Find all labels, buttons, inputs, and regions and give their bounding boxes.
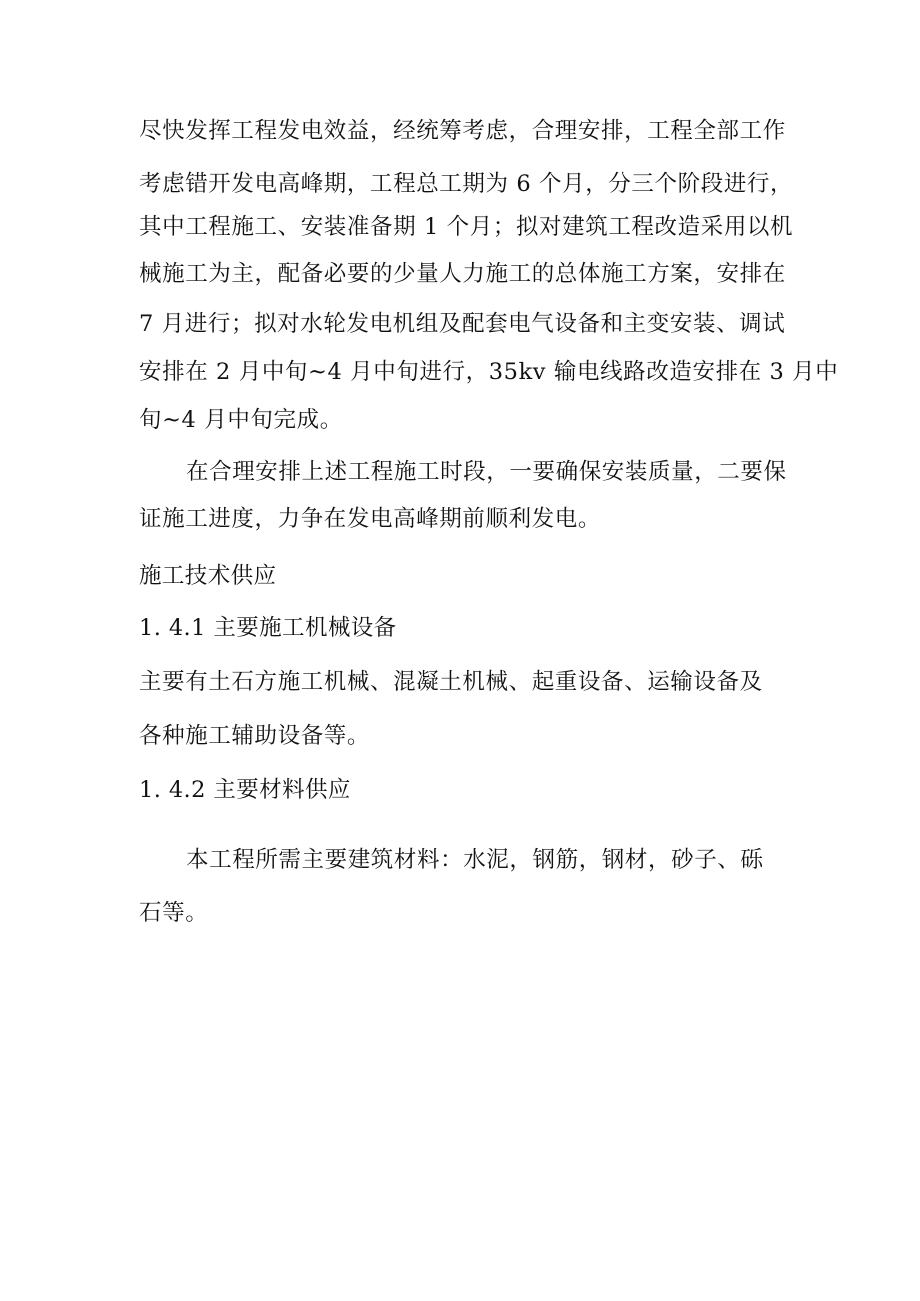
text-line: 主要有土石方施工机械、混凝土机械、起重设备、运输设备及	[139, 669, 763, 695]
text-line: 尽快发挥工程发电效益，经统筹考虑，合理安排，工程全部工作	[139, 118, 786, 144]
subsection-heading: 1. 4.2 主要材料供应	[139, 777, 351, 803]
text-line: 7 月进行；拟对水轮发电机组及配套电气设备和主变安装、调试	[139, 311, 786, 337]
section-heading: 施工技术供应	[139, 563, 277, 589]
text-line: 各种施工辅助设备等。	[139, 723, 371, 749]
text-line: 旬~4 月中旬完成。	[139, 407, 343, 433]
text-line: 安排在 2 月中旬~4 月中旬进行，35kv 输电线路改造安排在 3 月中	[139, 359, 839, 385]
text-line: 在合理安排上述工程施工时段，一要确保安装质量，二要保	[186, 459, 787, 485]
text-line: 证施工进度，力争在发电高峰期前顺利发电。	[139, 506, 602, 532]
text-line: 石等。	[139, 900, 209, 926]
text-line: 考虑错开发电高峰期，工程总工期为 6 个月，分三个阶段进行，	[139, 171, 794, 197]
subsection-heading: 1. 4.1 主要施工机械设备	[139, 615, 397, 641]
text-line: 械施工为主，配备必要的少量人力施工的总体施工方案，安排在	[139, 261, 786, 287]
text-line: 本工程所需主要建筑材料：水泥，钢筋，钢材，砂子、砾	[186, 847, 764, 873]
text-line: 其中工程施工、安装准备期 1 个月；拟对建筑工程改造采用以机	[139, 214, 794, 240]
